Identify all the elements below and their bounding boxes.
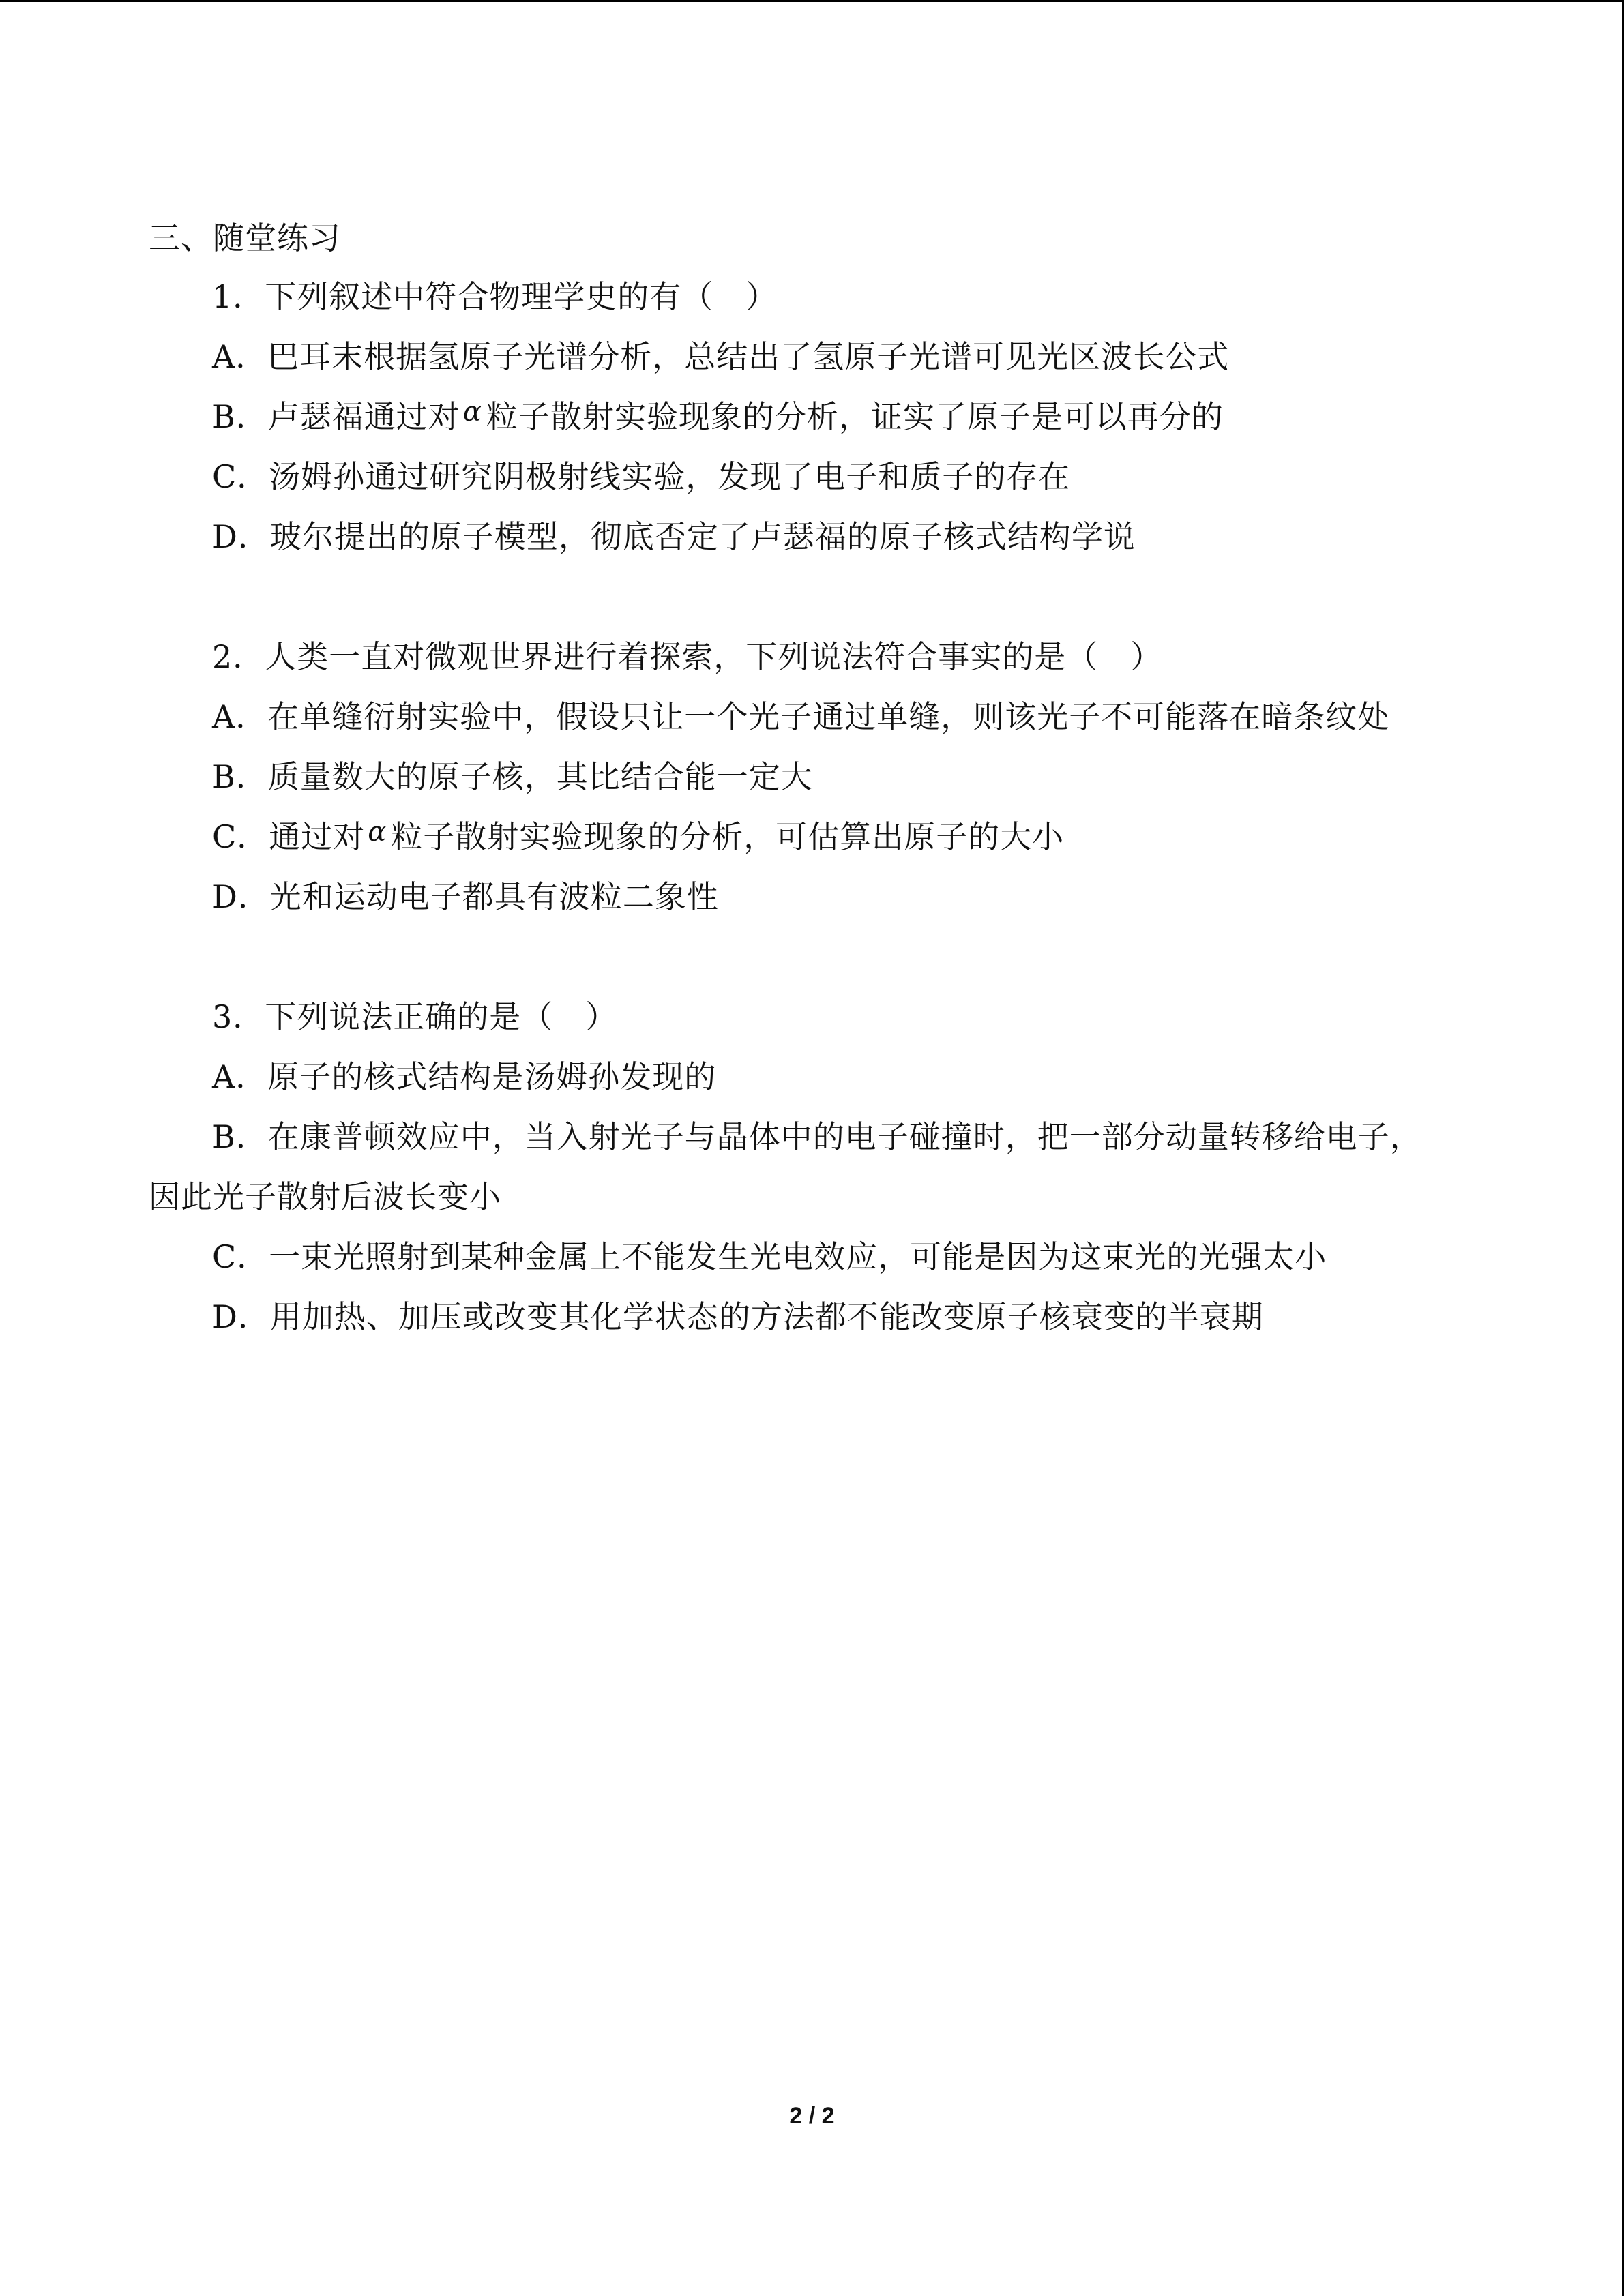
alpha-symbol: α [462,396,482,428]
question-1-option-c: C．汤姆孙通过研究阴极射线实验，发现了电子和质子的存在 [212,458,1071,495]
question-1-option-a: A．巴耳末根据氢原子光谱分析，总结出了氢原子光谱可见光区波长公式 [212,338,1230,375]
question-3-option-b-line-2: 因此光子散射后波长变小 [149,1178,501,1215]
alpha-symbol: α [368,816,387,848]
question-2-option-c-suffix: 粒子散射实验现象的分析，可估算出原子的大小 [391,818,1065,855]
question-3-option-d: D．用加热、加压或改变其化学状态的方法都不能改变原子核衰变的半衰期 [212,1298,1264,1335]
section-title: 三、随堂练习 [149,220,341,256]
question-2-option-a: A．在单缝衍射实验中，假设只让一个光子通过单缝，则该光子不可能落在暗条纹处 [212,698,1390,735]
question-2-option-d: D．光和运动电子都具有波粒二象性 [212,878,719,915]
page-number: 2 / 2 [789,2103,835,2129]
question-1-option-b-prefix: B．卢瑟福通过对 [212,398,460,435]
question-3-option-b-line-1: B．在康普顿效应中，当入射光子与晶体中的电子碰撞时，把一部分动量转移给电子， [212,1118,1422,1155]
question-3-option-a: A．原子的核式结构是汤姆孙发现的 [212,1058,717,1095]
question-1-option-b-suffix: 粒子散射实验现象的分析，证实了原子是可以再分的 [486,398,1224,435]
question-2-option-b: B．质量数大的原子核，其比结合能一定大 [212,758,813,795]
question-1-option-d: D．玻尔提出的原子模型，彻底否定了卢瑟福的原子核式结构学说 [212,518,1136,555]
question-1-option-b [212,396,1224,439]
question-2-option-c [212,816,1064,859]
question-3-stem: 3．下列说法正确的是（ ） [212,998,618,1035]
question-2-stem: 2．人类一直对微观世界进行着探索，下列说法符合事实的是（ ） [212,638,1163,675]
question-1-stem: 1．下列叙述中符合物理学史的有（ ） [212,278,778,315]
question-3-option-c: C．一束光照射到某种金属上不能发生光电效应，可能是因为这束光的光强太小 [212,1238,1327,1275]
question-2-option-c-prefix: C．通过对 [212,818,366,855]
